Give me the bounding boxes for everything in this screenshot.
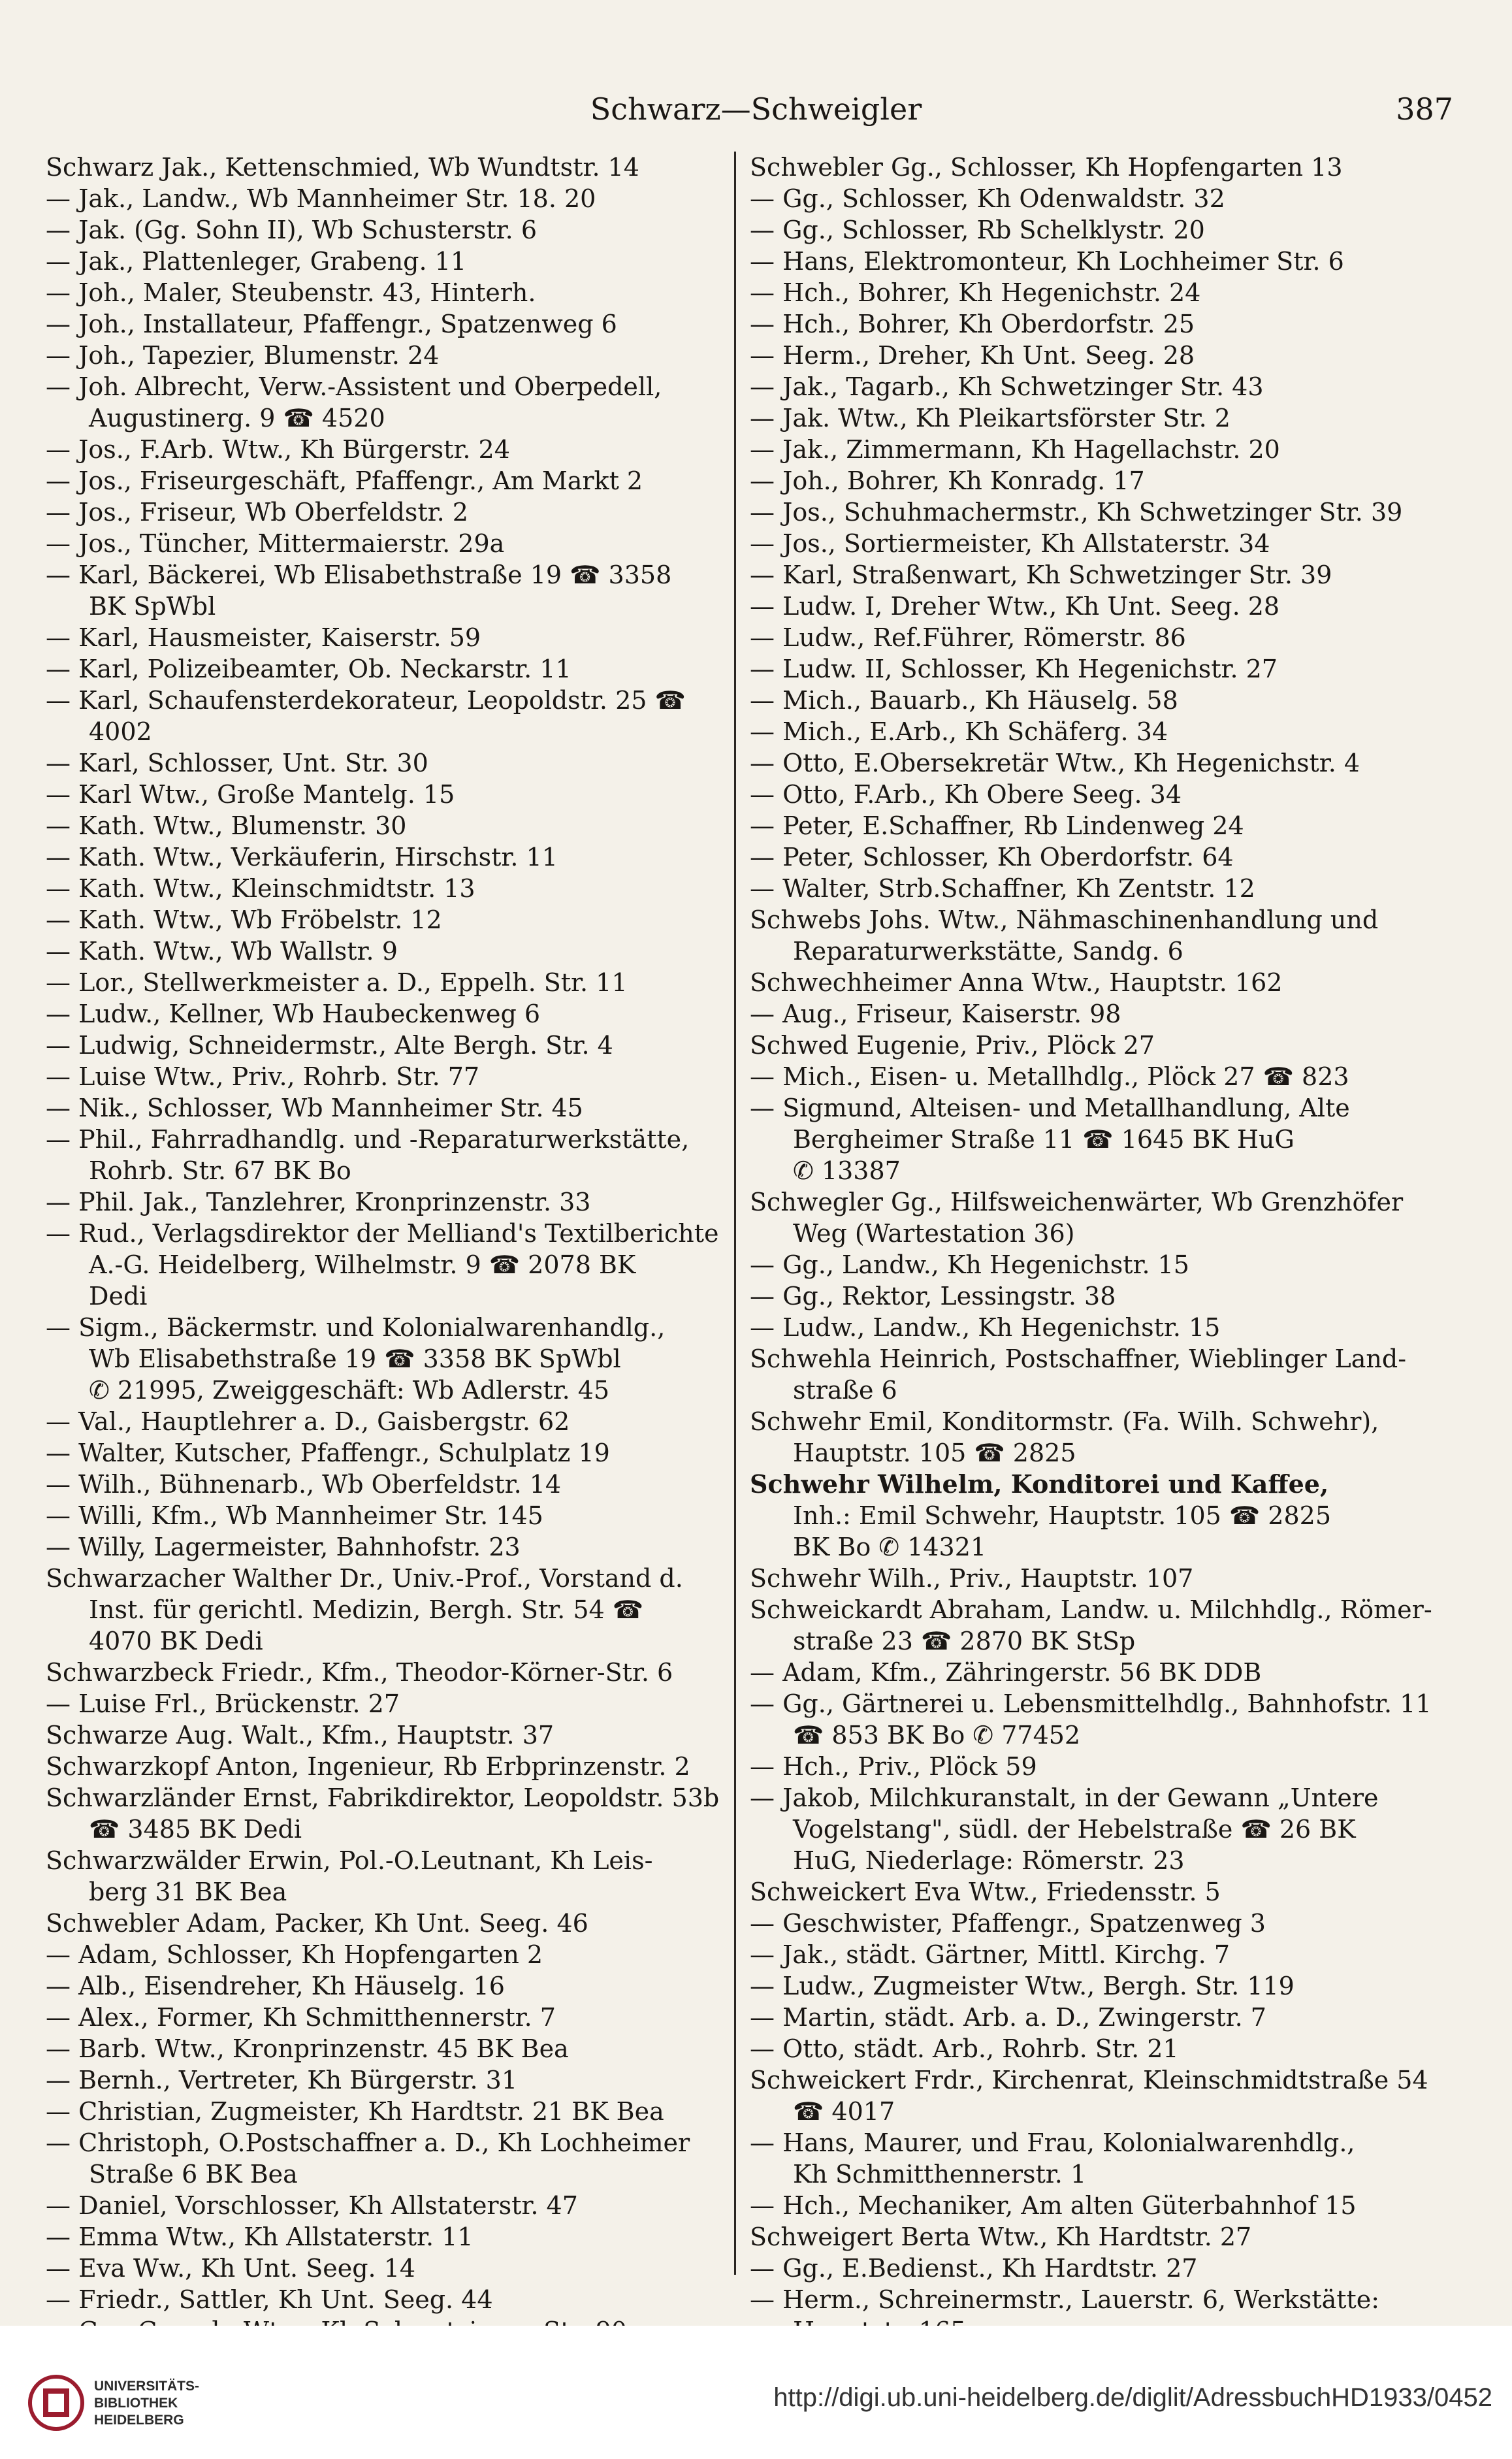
entry-continuation: 4070 BK Dedi [89,1627,263,1655]
directory-entry: Schwechheimer Anna Wtw., Hauptstr. 162 [750,968,1283,997]
directory-entry: — Alb., Eisendreher, Kh Häuselg. 16 [46,1972,505,2000]
directory-entry: — Friedr., Sattler, Kh Unt. Seeg. 44 [46,2285,493,2314]
right-column [750,152,1462,2378]
directory-entry: — Ludwig, Schneidermstr., Alte Bergh. Str. 4 [46,1031,613,1060]
directory-entry: — Adam, Kfm., Zähringerstr. 56 BK DDB [750,1658,1262,1687]
directory-entry: — Kath. Wtw., Verkäuferin, Hirschstr. 11 [46,843,558,871]
directory-entry: — Adam, Schlosser, Kh Hopfengarten 2 [46,1940,543,1969]
directory-entry: Schweickardt Abraham, Landw. u. Milchhdlg., Römer- [750,1595,1432,1624]
directory-entry: — Karl, Polizeibeamter, Ob. Neckarstr. 11 [46,655,571,683]
directory-entry: — Joh., Maler, Steubenstr. 43, Hinterh. [46,278,536,307]
directory-entry: — Eva Ww., Kh Unt. Seeg. 14 [46,2254,416,2283]
entry-continuation: 4002 [89,717,152,746]
library-logo-icon [26,2373,86,2433]
directory-entry: — Kath. Wtw., Wb Fröbelstr. 12 [46,905,442,934]
directory-entry: — Hch., Bohrer, Kh Hegenichstr. 24 [750,278,1201,307]
directory-entry: — Mich., E.Arb., Kh Schäferg. 34 [750,717,1168,746]
directory-entry: — Karl, Bäckerei, Wb Elisabethstraße 19 ☎ 3358 [46,561,672,589]
entry-continuation: Weg (Wartestation 36) [793,1219,1075,1248]
directory-entry: — Ludw. II, Schlosser, Kh Hegenichstr. 27 [750,655,1278,683]
directory-entry: — Karl Wtw., Große Mantelg. 15 [46,780,455,809]
directory-entry: — Jakob, Milchkuranstalt, in der Gewann „Untere [750,1783,1379,1812]
directory-entry: — Walter, Strb.Schaffner, Kh Zentstr. 12 [750,874,1255,903]
directory-entry: — Val., Hauptlehrer a. D., Gaisbergstr. 62 [46,1407,570,1436]
directory-entry: — Jos., Schuhmachermstr., Kh Schwetzinger Str. 39 [750,498,1403,527]
directory-entry: — Hans, Maurer, und Frau, Kolonialwarenhdlg., [750,2128,1355,2157]
directory-entry: — Willy, Lagermeister, Bahnhofstr. 23 [46,1533,521,1561]
directory-entry: — Kath. Wtw., Kleinschmidtstr. 13 [46,874,475,903]
directory-entry: — Ludw., Kellner, Wb Haubeckenweg 6 [46,1000,541,1028]
directory-entry: Schweickert Eva Wtw., Friedensstr. 5 [750,1878,1221,1906]
entry-continuation: ✆ 13387 [793,1156,901,1185]
entry-continuation: Dedi [89,1282,148,1311]
column-divider [734,152,736,2275]
directory-entry: — Gg., Landw., Kh Hegenichstr. 15 [750,1250,1189,1279]
directory-entry: — Gg., Rektor, Lessingstr. 38 [750,1282,1116,1311]
directory-entry: Schwed Eugenie, Priv., Plöck 27 [750,1031,1155,1060]
entry-continuation: Inst. für gerichtl. Medizin, Bergh. Str. 54 ☎ [89,1595,644,1624]
directory-entry: — Herm., Dreher, Kh Unt. Seeg. 28 [750,341,1195,370]
directory-entry: — Karl, Schlosser, Unt. Str. 30 [46,749,428,777]
directory-entry: — Mich., Eisen- u. Metallhdlg., Plöck 27 ☎ 823 [750,1062,1349,1091]
directory-entry: — Nik., Schlosser, Wb Mannheimer Str. 45 [46,1094,583,1122]
entry-continuation: HuG, Niederlage: Römerstr. 23 [793,1846,1185,1875]
directory-entry: — Geschwister, Pfaffengr., Spatzenweg 3 [750,1909,1266,1938]
directory-entry: — Rud., Verlagsdirektor der Melliand's Textilberichte [46,1219,719,1248]
directory-entry: — Jak., städt. Gärtner, Mittl. Kirchg. 7 [750,1940,1231,1969]
entry-continuation: Vogelstang", südl. der Hebelstraße ☎ 26 BK [793,1815,1356,1844]
entry-continuation: A.-G. Heidelberg, Wilhelmstr. 9 ☎ 2078 BK [89,1250,636,1279]
directory-entry: — Sigmund, Alteisen- und Metallhandlung, Alte [750,1094,1350,1122]
directory-entry: — Barb. Wtw., Kronprinzenstr. 45 BK Bea [46,2034,569,2063]
directory-entry: — Ludw., Zugmeister Wtw., Bergh. Str. 119 [750,1972,1295,2000]
library-logo[interactable] [26,2369,222,2441]
entry-continuation: BK Bo ✆ 14321 [793,1533,987,1561]
directory-entry: — Jak. (Gg. Sohn II), Wb Schusterstr. 6 [46,216,538,244]
directory-entry: — Kath. Wtw., Blumenstr. 30 [46,811,407,840]
page-title: Schwarz—Schweigler [590,91,922,127]
directory-entry: — Hch., Priv., Plöck 59 [750,1752,1037,1781]
directory-entry: — Jak., Tagarb., Kh Schwetzinger Str. 43 [750,372,1264,401]
directory-entry: — Bernh., Vertreter, Kh Bürgerstr. 31 [46,2066,518,2094]
directory-entry: — Daniel, Vorschlosser, Kh Allstaterstr. 47 [46,2191,578,2220]
directory-entry: Schweickert Frdr., Kirchenrat, Kleinschmidtstraße 54 [750,2066,1428,2094]
directory-entry: — Aug., Friseur, Kaiserstr. 98 [750,1000,1121,1028]
entry-continuation: ☎ 853 BK Bo ✆ 77452 [793,1721,1081,1750]
entry-continuation: Reparaturwerkstätte, Sandg. 6 [793,937,1183,966]
directory-entry: — Kath. Wtw., Wb Wallstr. 9 [46,937,398,966]
entry-continuation: Kh Schmitthennerstr. 1 [793,2160,1087,2189]
directory-entry: — Jak., Plattenleger, Grabeng. 11 [46,247,467,276]
directory-entry: — Karl, Schaufensterdekorateur, Leopoldstr. 25 ☎ [46,686,686,715]
directory-entry: — Otto, städt. Arb., Rohrb. Str. 21 [750,2034,1179,2063]
entry-continuation: Hauptstr. 105 ☎ 2825 [793,1439,1076,1467]
footer [0,2326,1512,2459]
directory-entry: Schwegler Gg., Hilfsweichenwärter, Wb Grenzhöfer [750,1188,1404,1216]
directory-entry: — Emma Wtw., Kh Allstaterstr. 11 [46,2223,474,2251]
directory-entry: — Christian, Zugmeister, Kh Hardtstr. 21 BK Bea [46,2097,664,2126]
directory-entry: Schwehr Wilhelm, Konditorei und Kaffee, [750,1469,1329,1499]
directory-entry: — Luise Frl., Brückenstr. 27 [46,1689,400,1718]
entry-continuation: straße 6 [793,1376,897,1405]
directory-entry: — Herm., Schreinermstr., Lauerstr. 6, Werkstätte: [750,2285,1380,2314]
directory-entry: — Peter, Schlosser, Kh Oberdorfstr. 64 [750,843,1234,871]
directory-entry: — Gg., E.Bedienst., Kh Hardtstr. 27 [750,2254,1198,2283]
directory-entry: Schweigert Berta Wtw., Kh Hardtstr. 27 [750,2223,1252,2251]
entry-continuation: Rohrb. Str. 67 BK Bo [89,1156,351,1185]
entry-continuation: ✆ 21995, Zweiggeschäft: Wb Adlerstr. 45 [89,1376,610,1405]
directory-entry: — Luise Wtw., Priv., Rohrb. Str. 77 [46,1062,480,1091]
entry-continuation: BK SpWbl [89,592,216,621]
directory-entry: — Christoph, O.Postschaffner a. D., Kh Lochheimer [46,2128,690,2157]
directory-entry: Schwebler Adam, Packer, Kh Unt. Seeg. 46 [46,1909,588,1938]
directory-entry: — Joh., Tapezier, Blumenstr. 24 [46,341,440,370]
directory-entry: — Jak., Zimmermann, Kh Hagellachstr. 20 [750,435,1280,464]
directory-entry: — Jak. Wtw., Kh Pleikartsförster Str. 2 [750,404,1231,432]
directory-entry: Schwarzländer Ernst, Fabrikdirektor, Leopoldstr. 53b [46,1783,720,1812]
directory-entry: — Jos., F.Arb. Wtw., Kh Bürgerstr. 24 [46,435,510,464]
directory-entry: — Otto, F.Arb., Kh Obere Seeg. 34 [750,780,1182,809]
directory-entry: — Ludw. I, Dreher Wtw., Kh Unt. Seeg. 28 [750,592,1280,621]
page-header [0,91,1512,131]
directory-entry: — Willi, Kfm., Wb Mannheimer Str. 145 [46,1501,543,1530]
left-column [46,152,722,2378]
directory-entry: Schwarzbeck Friedr., Kfm., Theodor-Körner-Str. 6 [46,1658,673,1687]
directory-entry: — Jos., Tüncher, Mittermaierstr. 29a [46,529,505,558]
directory-entry: Schwehla Heinrich, Postschaffner, Wieblinger Land- [750,1344,1407,1373]
directory-entry: — Joh. Albrecht, Verw.-Assistent und Oberpedell, [46,372,662,401]
directory-entry: — Hans, Elektromonteur, Kh Lochheimer Str. 6 [750,247,1344,276]
directory-entry: — Wilh., Bühnenarb., Wb Oberfeldstr. 14 [46,1470,562,1499]
directory-entry: — Mich., Bauarb., Kh Häuselg. 58 [750,686,1178,715]
directory-entry: Schwebs Johs. Wtw., Nähmaschinenhandlung und [750,905,1379,934]
directory-entry: Schwarze Aug. Walt., Kfm., Hauptstr. 37 [46,1721,555,1750]
entry-continuation: Inh.: Emil Schwehr, Hauptstr. 105 ☎ 2825 [793,1501,1332,1530]
directory-entry: Schwarzkopf Anton, Ingenieur, Rb Erbprinzenstr. 2 [46,1752,690,1781]
directory-entry: — Phil., Fahrradhandlg. und -Reparaturwerkstätte, [46,1125,690,1154]
directory-entry: Schwehr Emil, Konditormstr. (Fa. Wilh. Schwehr), [750,1407,1379,1436]
entry-continuation: Wb Elisabethstraße 19 ☎ 3358 BK SpWbl [89,1344,621,1373]
directory-entry: Schwarz Jak., Kettenschmied, Wb Wundtstr. 14 [46,153,639,182]
page-number: 387 [1396,91,1453,127]
directory-entry: — Walter, Kutscher, Pfaffengr., Schulplatz 19 [46,1439,610,1467]
directory-entry: — Gg., Schlosser, Rb Schelklystr. 20 [750,216,1205,244]
source-url-link[interactable]: http://digi.ub.uni-heidelberg.de/diglit/AdressbuchHD1933/0452 [773,2383,1492,2412]
directory-entry: — Karl, Hausmeister, Kaiserstr. 59 [46,623,481,652]
directory-entry: — Karl, Straßenwart, Kh Schwetzinger Str. 39 [750,561,1332,589]
directory-entry: — Ludw., Ref.Führer, Römerstr. 86 [750,623,1186,652]
directory-entry: — Jak., Landw., Wb Mannheimer Str. 18. 20 [46,184,596,213]
directory-entry: Schwarzwälder Erwin, Pol.-O.Leutnant, Kh Leis- [46,1846,653,1875]
directory-entry: — Peter, E.Schaffner, Rb Lindenweg 24 [750,811,1244,840]
directory-entry: — Jos., Friseur, Wb Oberfeldstr. 2 [46,498,468,527]
directory-entry: — Martin, städt. Arb. a. D., Zwingerstr. 7 [750,2003,1266,2032]
entry-continuation: berg 31 BK Bea [89,1878,287,1906]
directory-entry: — Phil. Jak., Tanzlehrer, Kronprinzenstr. 33 [46,1188,591,1216]
directory-entry: — Joh., Bohrer, Kh Konradg. 17 [750,466,1145,495]
entry-continuation: Straße 6 BK Bea [89,2160,298,2189]
directory-entry: Schwebler Gg., Schlosser, Kh Hopfengarten 13 [750,153,1343,182]
directory-entry: — Jos., Friseurgeschäft, Pfaffengr., Am Markt 2 [46,466,643,495]
directory-entry: — Alex., Former, Kh Schmitthennerstr. 7 [46,2003,556,2032]
library-logo-text: UNIVERSITÄTS- BIBLIOTHEK HEIDELBERG [94,2379,200,2428]
entry-continuation: ☎ 3485 BK Dedi [89,1815,302,1844]
directory-entry: — Otto, E.Obersekretär Wtw., Kh Hegenichstr. 4 [750,749,1360,777]
directory-entry: — Gg., Schlosser, Kh Odenwaldstr. 32 [750,184,1225,213]
entry-continuation: Bergheimer Straße 11 ☎ 1645 BK HuG [793,1125,1295,1154]
directory-entry: — Ludw., Landw., Kh Hegenichstr. 15 [750,1313,1221,1342]
directory-entry: — Hch., Bohrer, Kh Oberdorfstr. 25 [750,310,1195,338]
entry-continuation: Augustinerg. 9 ☎ 4520 [89,404,385,432]
directory-entry: — Gg., Gärtnerei u. Lebensmittelhdlg., Bahnhofstr. 11 [750,1689,1432,1718]
entry-continuation: straße 23 ☎ 2870 BK StSp [793,1627,1136,1655]
entry-continuation: ☎ 4017 [793,2097,895,2126]
directory-entry: — Sigm., Bäckermstr. und Kolonialwarenhandlg., [46,1313,666,1342]
directory-entry: — Hch., Mechaniker, Am alten Güterbahnhof 15 [750,2191,1357,2220]
directory-entry: — Lor., Stellwerkmeister a. D., Eppelh. Str. 11 [46,968,628,997]
directory-entry: — Jos., Sortiermeister, Kh Allstaterstr. 34 [750,529,1270,558]
directory-entry: Schwehr Wilh., Priv., Hauptstr. 107 [750,1564,1194,1593]
directory-entry: Schwarzacher Walther Dr., Univ.-Prof., Vorstand d. [46,1564,683,1593]
directory-entry: — Joh., Installateur, Pfaffengr., Spatzenweg 6 [46,310,617,338]
